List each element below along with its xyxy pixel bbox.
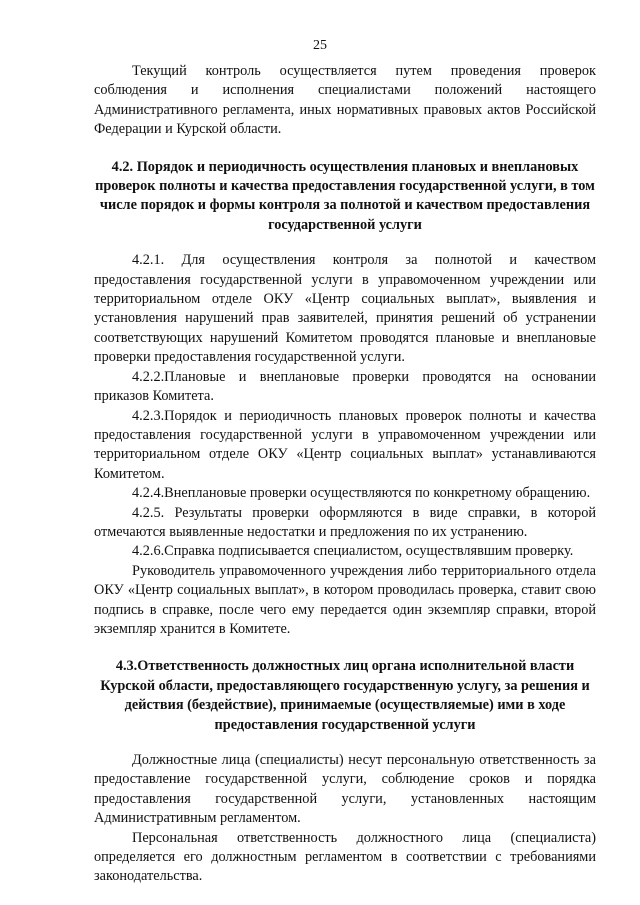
paragraph-current-control: Текущий контроль осуществляется путем проведения проверок соблюдения и исполнения специалистами положений настоящего Административного регламента, иных нормативных правовых актов Российской Федерации и Курской области.	[94, 63, 596, 138]
page-number: 25	[313, 38, 327, 53]
section-4-2-heading: 4.2. Порядок и периодичность осуществления плановых и внеплановых проверок полноты и качества предоставления государственной услуги, в том числе порядок и формы контроля за полнотой и качеством предоставления государственной услуги	[95, 158, 595, 233]
spacer	[94, 140, 596, 158]
clause-4-2-4: 4.2.4.Внеплановые проверки осуществляются по конкретному обращению.	[132, 485, 591, 502]
spacer	[94, 235, 596, 251]
paragraph-responsibility-definition: Персональная ответственность должностного лица (специалиста) определяется его должностным регламентом в соответствии с требованиями законодательства.	[94, 829, 596, 885]
paragraph-personal-responsibility: Должностные лица (специалисты) несут персональную ответственность за предоставление государственной услуги, соблюдение сроков и порядка предоставления государственной услуги, установленных настоящим Административным регламентом.	[94, 752, 596, 827]
spacer	[94, 735, 596, 751]
paragraph-head-signature: Руководитель управомоченного учреждения либо территориального отдела ОКУ «Центр социальных выплат», в котором проводилась проверка, ставит свою подпись в справке, после чего ему передается один экземпляр справки, второй экземпляр хранится в Комитете.	[94, 562, 596, 637]
clause-4-2-6: 4.2.6.Справка подписывается специалистом, осуществлявшим проверку.	[132, 543, 574, 560]
clause-4-2-5: 4.2.5. Результаты проверки оформляются в виде справки, в которой отмечаются выявленные недостатки и предложения по их устранению.	[94, 504, 596, 540]
clause-4-2-1: 4.2.1. Для осуществления контроля за полнотой и качеством предоставления государственной услуги в управомоченном учреждении или территориальном отделе ОКУ «Центр социальных выплат», выявления и установления нарушений прав заявителей, принятия решений об устранении соответствующих нарушений Комитетом проводятся плановые и внеплановые проверки предоставления государственной услуги.	[94, 252, 596, 366]
clause-4-2-2: 4.2.2.Плановые и внеплановые проверки проводятся на основании приказов Комитета.	[94, 368, 596, 405]
section-4-3-heading: 4.3.Ответственность должностных лиц органа исполнительной власти Курской области, предоставляющего государственную услугу, за решения и действия (бездействие), принимаемые (осуществляемые) ими в ходе предоставления государственной услуги	[100, 658, 590, 733]
clause-4-2-3: 4.2.3.Порядок и периодичность плановых проверок полноты и качества предоставления государственной услуги в управомоченном учреждении или территориальном отделе ОКУ «Центр социальных выплат» устанавливаются Комитетом.	[94, 407, 596, 482]
document-body	[94, 62, 596, 887]
spacer	[94, 639, 596, 657]
